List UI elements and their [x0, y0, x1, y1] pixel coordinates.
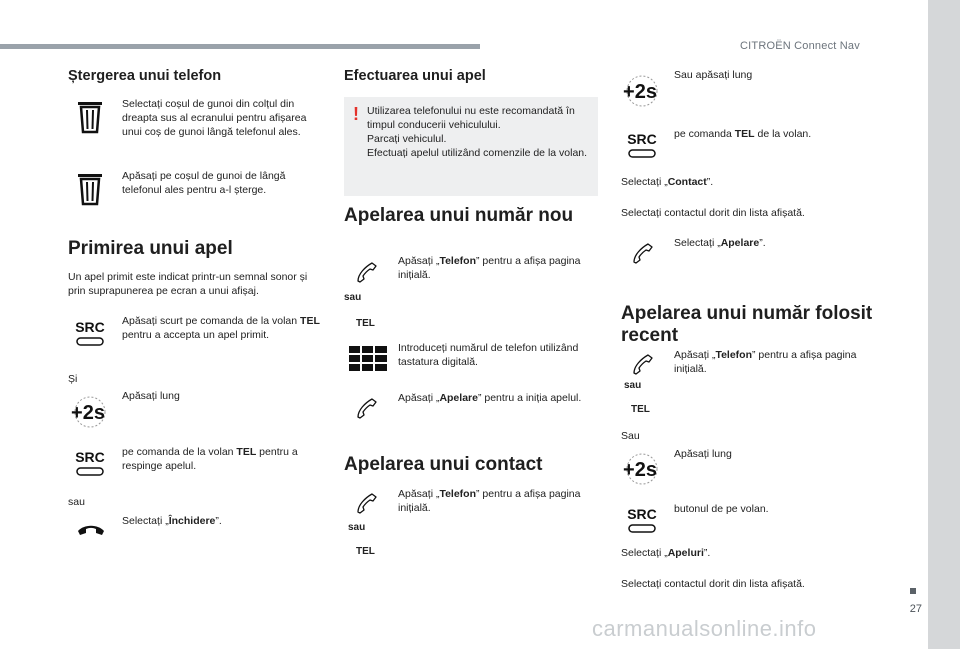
phone-handset-icon: [355, 260, 379, 284]
enter-number-text: Introduceți numărul de telefon utilizând tastatura digitală.: [398, 342, 579, 368]
delete-step-1: Selectați coșul de gunoi din colțul din dreapta sus al ecranului pentru afișarea unui coș de gunoi lângă telefonul ales.: [122, 98, 307, 138]
dial-step-text: Apăsați „Apelare” pentru a iniția apelul.: [398, 392, 582, 404]
svg-text:+2s: +2s: [623, 459, 657, 481]
select-from-list-text: Selectați contactul dorit din lista afișată.: [621, 207, 805, 219]
svg-text:SRC: SRC: [627, 131, 657, 147]
wheel-button-text: butonul de pe volan.: [674, 503, 769, 515]
page-number: 27: [909, 603, 922, 615]
make-call-title: Efectuarea unui apel: [344, 68, 486, 84]
select-contact-text: Selectați „Contact”.: [621, 176, 714, 188]
tel-label: TEL: [356, 318, 375, 329]
hangup-text: Selectați „Închidere”.: [122, 515, 222, 527]
src-wheel-icon: [72, 318, 108, 348]
phone-step-text: Apăsați „Telefon” pentru a afișa pagina inițială.: [398, 255, 581, 281]
long-press-text: Apăsați lung: [674, 448, 732, 460]
hangup-icon: [76, 522, 106, 536]
tel-label: TEL: [631, 404, 650, 415]
trash-icon: [77, 100, 103, 134]
src-wheel-icon: [72, 448, 108, 478]
receive-call-title: Primirea unui apel: [68, 238, 233, 259]
receive-intro: Un apel primit este indicat printr-un semnal sonor și prin suprapunerea pe ecran a unui afișaj.: [68, 271, 308, 297]
accept-call-text: Apăsați scurt pe comanda de la volan TEL pentru a accepta un apel primit.: [122, 315, 320, 341]
long-press-2s-icon: [68, 395, 108, 429]
header-rule: [0, 44, 480, 49]
continue-marker: [910, 588, 916, 594]
or-label: sau: [348, 522, 366, 533]
src-wheel-icon: [624, 505, 660, 535]
phone-handset-icon: [631, 241, 655, 265]
long-press-2s-icon: [620, 452, 660, 486]
twos-label: +2s: [71, 402, 105, 424]
src-wheel-icon: [624, 130, 660, 160]
new-number-title: Apelarea unui număr nou: [344, 205, 574, 226]
page-side-tab: [928, 0, 960, 649]
phone-handset-icon: [355, 396, 379, 420]
recent-number-title: Apelarea unui număr folosit recent: [621, 303, 873, 346]
reject-call-text: pe comanda de la volan TEL pentru a respinge apelul.: [122, 446, 298, 472]
on-tel-text: pe comanda TEL de la volan.: [674, 128, 812, 140]
tel-label: TEL: [356, 546, 375, 557]
long-press-2s-icon: [620, 74, 660, 108]
delete-step-2: Apăsați pe coșul de gunoi de lângă telefonul ales pentru a-l șterge.: [122, 170, 286, 196]
svg-text:SRC: SRC: [627, 506, 657, 522]
phone-step-text: Apăsați „Telefon” pentru a afișa pagina inițială.: [674, 349, 857, 375]
delete-phone-title: Ștergerea unui telefon: [68, 68, 222, 84]
svg-text:SRC: SRC: [75, 449, 105, 465]
or-label: sau: [68, 496, 85, 508]
select-from-list-text: Selectați contactul dorit din lista afișată.: [621, 578, 805, 590]
svg-text:+2s: +2s: [623, 81, 657, 103]
select-call-text: Selectați „Apelare”.: [674, 237, 766, 249]
or-capital-label: Sau: [621, 430, 640, 442]
trash-icon: [77, 172, 103, 206]
or-label: sau: [344, 292, 362, 303]
src-label: SRC: [75, 319, 105, 335]
phone-handset-icon: [355, 491, 379, 515]
brand-title: CITROËN Connect Nav: [740, 40, 860, 52]
long-press-text: Apăsați lung: [122, 390, 180, 402]
call-contact-title: Apelarea unui contact: [344, 454, 543, 475]
warning-text: Utilizarea telefonului nu este recomandată în timpul conducerii vehiculului. Parcați vehiculul. Efectuați apelul utilizând comenzile de la volan.: [367, 105, 588, 159]
or-long-press-text: Sau apăsați lung: [674, 69, 753, 81]
phone-step-text: Apăsați „Telefon” pentru a afișa pagina inițială.: [398, 488, 581, 514]
watermark: carmanualsonline.info: [592, 616, 817, 641]
or-label: sau: [624, 380, 642, 391]
and-label: Și: [68, 373, 78, 385]
select-calls-text: Selectați „Apeluri”.: [621, 547, 711, 559]
keypad-icon: [349, 346, 387, 372]
warning-icon: !: [353, 104, 359, 124]
phone-handset-icon: [631, 352, 655, 376]
